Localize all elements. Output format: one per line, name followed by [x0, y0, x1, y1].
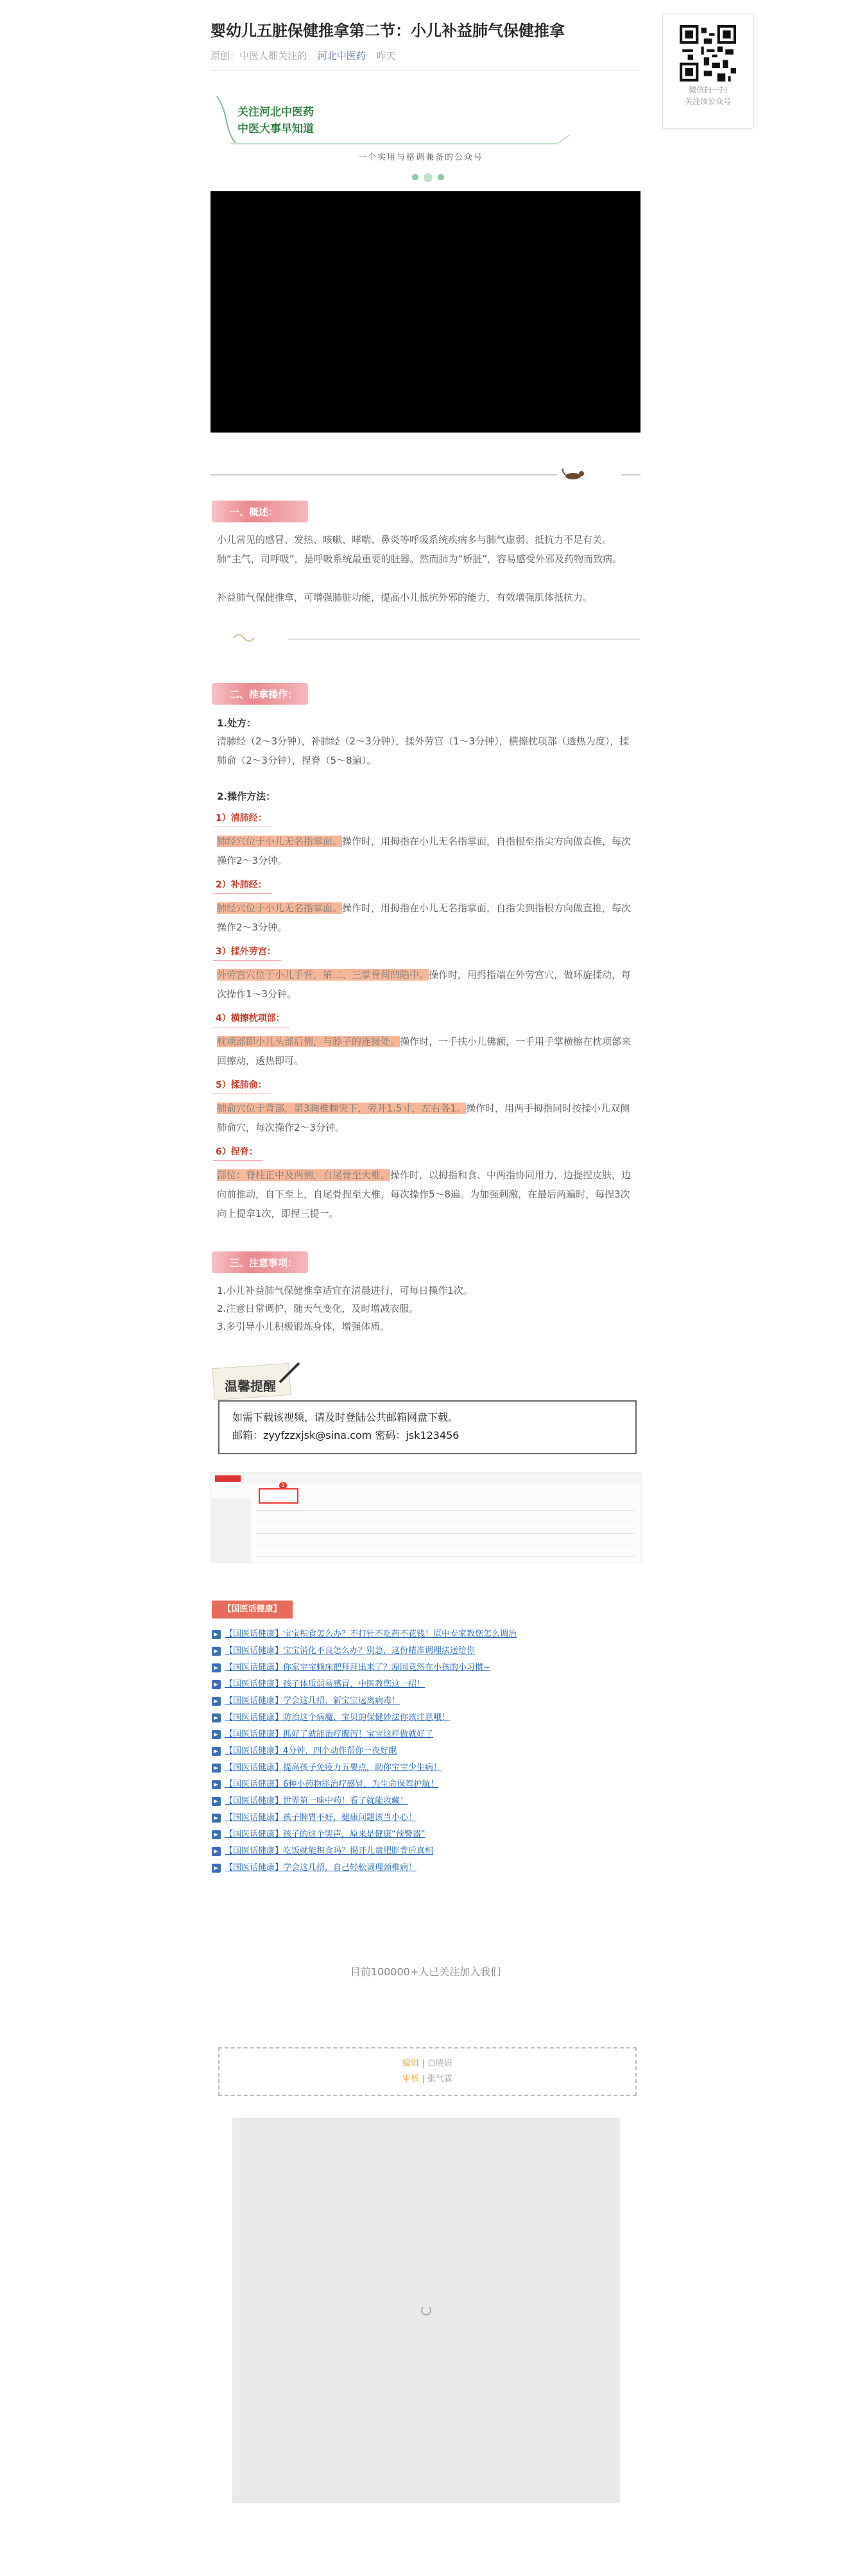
- related-link[interactable]: 【国医话健康】6种小药物能治疗感冒，为生命保驾护航！: [212, 1776, 635, 1793]
- step-text: 部位：脊柱正中及两侧，自尾骨至大椎。操作时，以拇指和食、中两指协同用力，边提捏皮肤，边向前推动，自下至上，自尾骨捏至大椎，每次操作5～8遍。为加强刺激，在最后两遍时，每捏3次向上提拿1次，即捏三提一。: [217, 1169, 632, 1219]
- download-line-1: 如需下载该视频，请及时登陆公共邮箱网盘下载。: [232, 1411, 459, 1423]
- ornament-divider: [211, 630, 640, 649]
- publish-time: 昨天: [376, 50, 396, 62]
- play-icon: [212, 1797, 221, 1806]
- play-icon: [212, 1697, 221, 1706]
- overview-para-2: 补益肺气保健推拿，可增强肺脏功能，提高小儿抵抗外邪的能力，有效增强肌体抵抗力。: [217, 592, 593, 603]
- related-link[interactable]: 【国医话健康】防治这个病魔，宝贝的保健妙法你该注意哦！: [212, 1710, 635, 1726]
- loading-spinner-icon: [421, 2305, 431, 2315]
- related-link[interactable]: 【国医话健康】孩子体质弱易感冒，中医教您这一招！: [212, 1676, 635, 1693]
- related-link[interactable]: 【国医话健康】世界第一味中药！看了就能收藏！: [212, 1793, 635, 1810]
- download-line-2: 邮箱：zyyfzzxjsk@sina.com 密码：jsk123456: [232, 1429, 460, 1441]
- prescription-text: 清肺经（2～3分钟），补肺经（2～3分钟），揉外劳宫（1～3分钟），横擦枕项部（透热为度），揉肺俞（2～3分钟），捏脊（5～8遍）。: [217, 735, 630, 766]
- loading-image: [232, 2118, 620, 2503]
- section-tag-operation: 二、推拿操作：: [212, 683, 308, 705]
- related-link[interactable]: 【国医话健康】学会这几招，自己轻松调理颈椎病！: [212, 1860, 635, 1876]
- banner-line-2: 中医大事早知道: [237, 123, 314, 135]
- banner-dots: [409, 171, 447, 183]
- play-icon: [212, 1680, 221, 1689]
- play-icon: [212, 1864, 221, 1873]
- note-item: 3.多引导小儿积极锻炼身体，增强体质。: [217, 1321, 390, 1332]
- related-header: 【国医话健康】: [212, 1601, 293, 1619]
- step-label: 6）捏脊：: [213, 1145, 263, 1161]
- download-info-box: [218, 1400, 637, 1454]
- editor-credits: 编辑 | 白晓妍 审核 | 张气霖: [218, 2047, 637, 2096]
- method-heading: 2.操作方法：: [217, 791, 276, 802]
- step-text: 外劳宫穴位于小儿手背，第二、三掌骨间凹陷中。操作时，用拇指端在外劳宫穴，做环旋揉动，每次操作1～3分钟。: [217, 969, 632, 1000]
- play-icon: [212, 1747, 221, 1756]
- play-icon: [212, 1713, 221, 1722]
- follow-banner: [211, 90, 640, 186]
- step-label: 1）清肺经：: [213, 811, 272, 827]
- warm-tip-label: 温馨提醒: [213, 1359, 303, 1399]
- note-item: 2.注意日常调护，随天气变化，及时增减衣服。: [217, 1303, 419, 1314]
- banner-subtitle: 一个实用与格调兼备的公众号: [358, 153, 484, 162]
- related-link[interactable]: 【国医话健康】孩子的这个哭声，原来是健康“预警器”: [212, 1826, 635, 1843]
- related-link[interactable]: 【国医话健康】宝宝积食怎么办？不打针不吃药不花钱！原中专家教您怎么调治: [212, 1626, 635, 1643]
- video-player[interactable]: [211, 191, 640, 433]
- related-link[interactable]: 【国医话健康】孩子脾胃不好，健康问题该当小心！: [212, 1810, 635, 1826]
- related-link[interactable]: 【国医话健康】学会这几招，新宝宝远离病毒！: [212, 1693, 635, 1710]
- mail-logo-icon: [215, 1475, 241, 1482]
- related-link[interactable]: 【国医话健康】吃饭就能积食吗？揭开儿童肥胖背后真相: [212, 1843, 635, 1860]
- article-header: [211, 19, 640, 71]
- step-text: 肺经穴位于小儿无名指掌面。操作时，用拇指在小儿无名指掌面，自指根至指尖方向做直推，每次操作2～3分钟。: [217, 836, 632, 866]
- step-text: 肺俞穴位于背部，第3胸椎棘突下，旁开1.5寸，左右各1。操作时，用两手拇指同时按揉小儿双侧肺俞穴，每次操作2～3分钟。: [217, 1103, 630, 1133]
- step-label: 5）揉肺俞：: [213, 1078, 272, 1094]
- qr-caption-2: 关注该公众号: [684, 97, 731, 106]
- meta-prefix: 原创：中医人都关注的: [211, 50, 307, 62]
- related-link[interactable]: 【国医话健康】抓好了就能治疗腹泻！宝宝这样做就好了: [212, 1726, 635, 1743]
- banner-line-1: 关注河北中医药: [237, 106, 314, 119]
- account-link[interactable]: 河北中医药: [317, 50, 366, 62]
- step-text: 肺经穴位于小儿无名指掌面。操作时，用拇指在小儿无名指掌面，自指尖到指根方向做直推，每次操作2～3分钟。: [217, 902, 632, 933]
- pencil-icon: [277, 1359, 303, 1385]
- qr-code-icon: [680, 25, 736, 82]
- note-item: 1.小儿补益肺气保健推拿适宜在清晨进行，可每日操作1次。: [217, 1285, 473, 1296]
- overview-para-1: 小儿常见的感冒、发热、咳嗽、哮喘、鼻炎等呼吸系统疾病多与肺气虚弱、抵抗力不足有关。肺“主气，司呼吸”，是呼吸系统最重要的脏器。然而肺为“娇脏”，容易感受外邪及药物而致病。: [217, 534, 623, 565]
- dot-icon: [412, 174, 418, 180]
- play-icon: [212, 1764, 221, 1773]
- mailbox-screenshot: [211, 1472, 642, 1563]
- step-label: 2）补肺经：: [213, 878, 272, 894]
- article-meta: [211, 49, 640, 71]
- play-icon: [212, 1630, 221, 1639]
- related-link[interactable]: 【国医话健康】4分钟，四个动作帮你一夜好眠: [212, 1743, 635, 1760]
- related-link[interactable]: 【国医话健康】你家宝宝赖床把拜拜出来了？原因竟然在小孩的小习惯~: [212, 1660, 635, 1676]
- section-tag-overview: 一、概述：: [212, 501, 308, 522]
- related-links: [212, 1626, 635, 1876]
- play-icon: [212, 1847, 221, 1856]
- related-link[interactable]: 【国医话健康】宝宝消化不良怎么办？别急，这份精准调理法送给你: [212, 1643, 635, 1660]
- play-icon: [212, 1814, 221, 1823]
- related-link[interactable]: 【国医话健康】提高孩子免疫力五要点，助你宝宝少生病！: [212, 1760, 635, 1776]
- section-tag-notes: 三、注意事项：: [212, 1251, 308, 1273]
- step-text: 枕项部即小儿头部后侧，与脖子的连接处。操作时，一手扶小儿佛额，一手用手掌横擦在枕项部来回擦动，透热即可。: [217, 1036, 632, 1067]
- prescription-heading: 1.处方：: [217, 717, 257, 729]
- qr-code-card: [662, 13, 753, 128]
- play-icon: [212, 1730, 221, 1739]
- step-label: 4）横擦枕项部：: [213, 1011, 290, 1027]
- follower-count: 目前100000+人已关注加入我们: [350, 1966, 501, 1978]
- qr-caption-1: 微信扫一扫: [688, 85, 727, 94]
- play-icon: [212, 1830, 221, 1839]
- step-label: 3）揉外劳宫：: [213, 945, 281, 961]
- dot-icon: [438, 174, 444, 180]
- play-icon: [212, 1780, 221, 1789]
- step-badge-icon: 1: [279, 1482, 287, 1490]
- page-title: 婴幼儿五脏保健推拿第二节：小儿补益肺气保健推拿: [211, 22, 565, 40]
- dot-icon: [424, 173, 433, 182]
- cat-divider: [211, 468, 640, 481]
- play-icon: [212, 1663, 221, 1672]
- play-icon: [212, 1647, 221, 1656]
